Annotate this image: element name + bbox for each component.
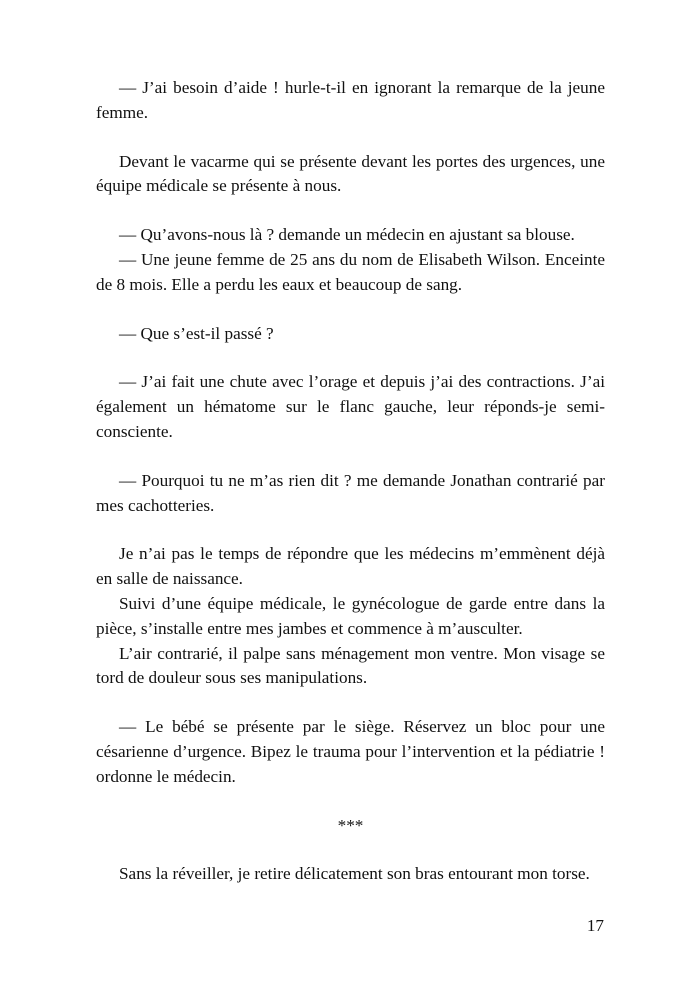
paragraph: — Une jeune femme de 25 ans du nom de Elisabeth Wilson. Enceinte de 8 mois. Elle a perdu les eaux et beaucoup de sang. <box>96 249 605 294</box>
paragraph: — J’ai besoin d’aide ! hurle-t-il en ignorant la remarque de la jeune femme. <box>96 78 605 122</box>
paragraph: — Le bébé se présente par le siège. Réservez un bloc pour une césarienne d’urgence. Bipez le trauma pour l’intervention et la pédiatrie ! ordonne le médecin. <box>96 717 605 786</box>
paragraph: Je n’ai pas le temps de répondre que les médecins m’emmènent déjà en salle de naissance. <box>96 544 605 589</box>
paragraph: — Que s’est-il passé ? <box>119 323 274 343</box>
page-body <box>96 76 605 887</box>
paragraph: L’air contrarié, il palpe sans ménagement mon ventre. Mon visage se tord de douleur sous ses manipulations. <box>96 643 605 688</box>
paragraph: — Qu’avons-nous là ? demande un médecin en ajustant sa blouse. <box>119 225 575 245</box>
paragraph: Suivi d’une équipe médicale, le gynécologue de garde entre dans la pièce, s’installe entre mes jambes et commence à m’ausculter. <box>96 593 605 638</box>
paragraph: Sans la réveiller, je retire délicatement son bras entourant mon torse. <box>119 864 590 884</box>
paragraph: Devant le vacarme qui se présente devant les portes des urgences, une équipe médicale se présente à nous. <box>96 151 605 196</box>
page-number: 17 <box>586 916 604 935</box>
scene-separator: *** <box>337 815 364 835</box>
paragraph: — J’ai fait une chute avec l’orage et depuis j’ai des contractions. J’ai également un hématome sur le flanc gauche, leur réponds-je semi-consciente. <box>96 372 605 441</box>
paragraph: — Pourquoi tu ne m’as rien dit ? me demande Jonathan contrarié par mes cachotteries. <box>96 470 605 515</box>
